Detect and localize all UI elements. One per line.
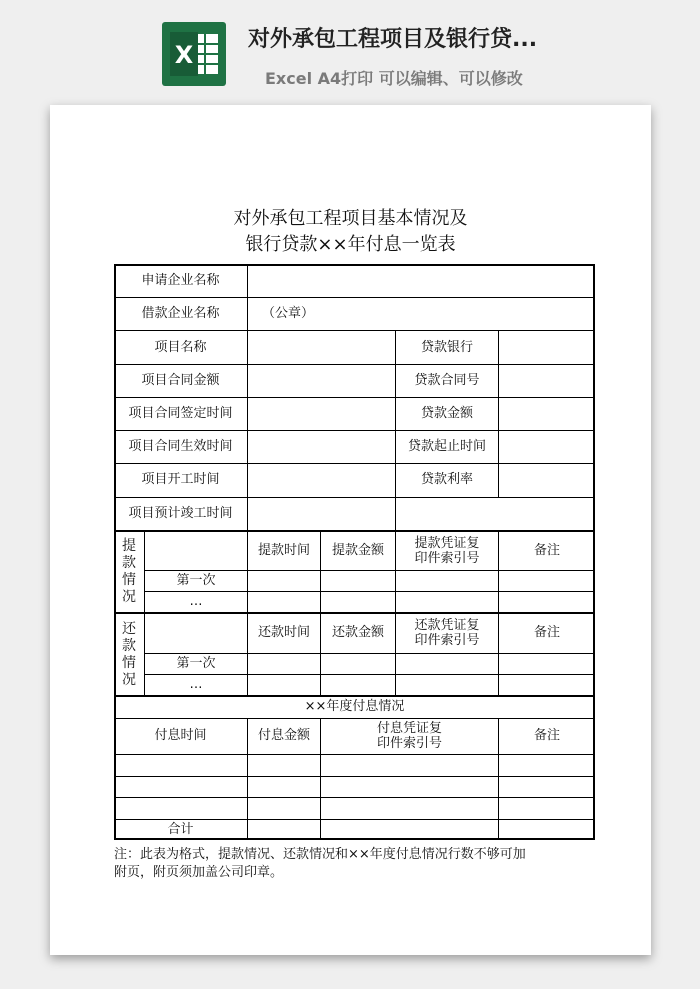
label-loan-rate: 贷款利率 [420, 472, 473, 487]
interest-section-title: ××年度付息情况 [304, 699, 405, 714]
repayment-col-voucher: 还款凭证复 印件索引号 [414, 618, 480, 648]
footnote-line1: 注：此表为格式，提款情况、还款情况和××年度付息情况行数不够可加 [114, 847, 526, 862]
document-title-line1: 对外承包工程项目基本情况及 [233, 208, 468, 229]
repayment-more: … [189, 677, 203, 692]
repayment-col-amount: 还款金额 [331, 625, 384, 640]
withdrawal-first: 第一次 [176, 572, 216, 588]
interest-total: 合计 [167, 821, 194, 837]
repayment-side-label: 还 款 情 况 [122, 620, 136, 688]
footnote [114, 846, 604, 882]
interest-col-remark: 备注 [533, 728, 560, 743]
info-table [114, 264, 595, 840]
label-contract-sign-time: 项目合同签定时间 [128, 405, 233, 421]
interest-col-voucher: 付息凭证复 印件索引号 [376, 721, 442, 751]
label-project-name: 项目名称 [154, 339, 207, 355]
withdrawal-col-amount: 提款金额 [331, 542, 384, 558]
template-title: 对外承包工程项目及银行贷... [248, 27, 538, 52]
label-loan-period: 贷款起止时间 [407, 438, 486, 454]
label-loan-contract-no: 贷款合同号 [414, 372, 480, 388]
repayment-first: 第一次 [176, 655, 216, 671]
label-contract-effective-time: 项目合同生效时间 [128, 438, 233, 454]
template-header [0, 0, 700, 100]
withdrawal-col-voucher: 提款凭证复 印件索引号 [414, 535, 480, 566]
withdrawal-more: … [189, 594, 203, 609]
excel-icon [162, 22, 226, 86]
template-subtitle: Excel A4打印 可以编辑、可以修改 [265, 69, 523, 88]
label-borrower: 借款企业名称 [141, 305, 220, 321]
withdrawal-side-label: 提 款 情 况 [122, 538, 136, 605]
svg-text:X: X [174, 41, 194, 69]
label-completion-time: 项目预计竣工时间 [128, 506, 233, 521]
repayment-col-time: 还款时间 [257, 625, 310, 640]
withdrawal-col-time: 提款时间 [257, 542, 310, 558]
document-title-line2: 银行贷款××年付息一览表 [245, 234, 456, 255]
seal-placeholder: （公章） [261, 305, 314, 321]
document-page [50, 105, 651, 955]
interest-col-time: 付息时间 [154, 728, 207, 743]
repayment-col-remark: 备注 [533, 625, 560, 640]
label-start-time: 项目开工时间 [141, 472, 220, 487]
label-loan-bank: 贷款银行 [420, 339, 473, 355]
withdrawal-col-remark: 备注 [533, 542, 560, 558]
footnote-line2: 附页，附页须加盖公司印章。 [114, 865, 284, 880]
label-applicant: 申请企业名称 [141, 272, 220, 288]
label-contract-amount: 项目合同金额 [141, 372, 220, 388]
document-title [50, 206, 651, 258]
label-loan-amount: 贷款金额 [420, 405, 473, 421]
interest-col-amount: 付息金额 [257, 728, 310, 743]
